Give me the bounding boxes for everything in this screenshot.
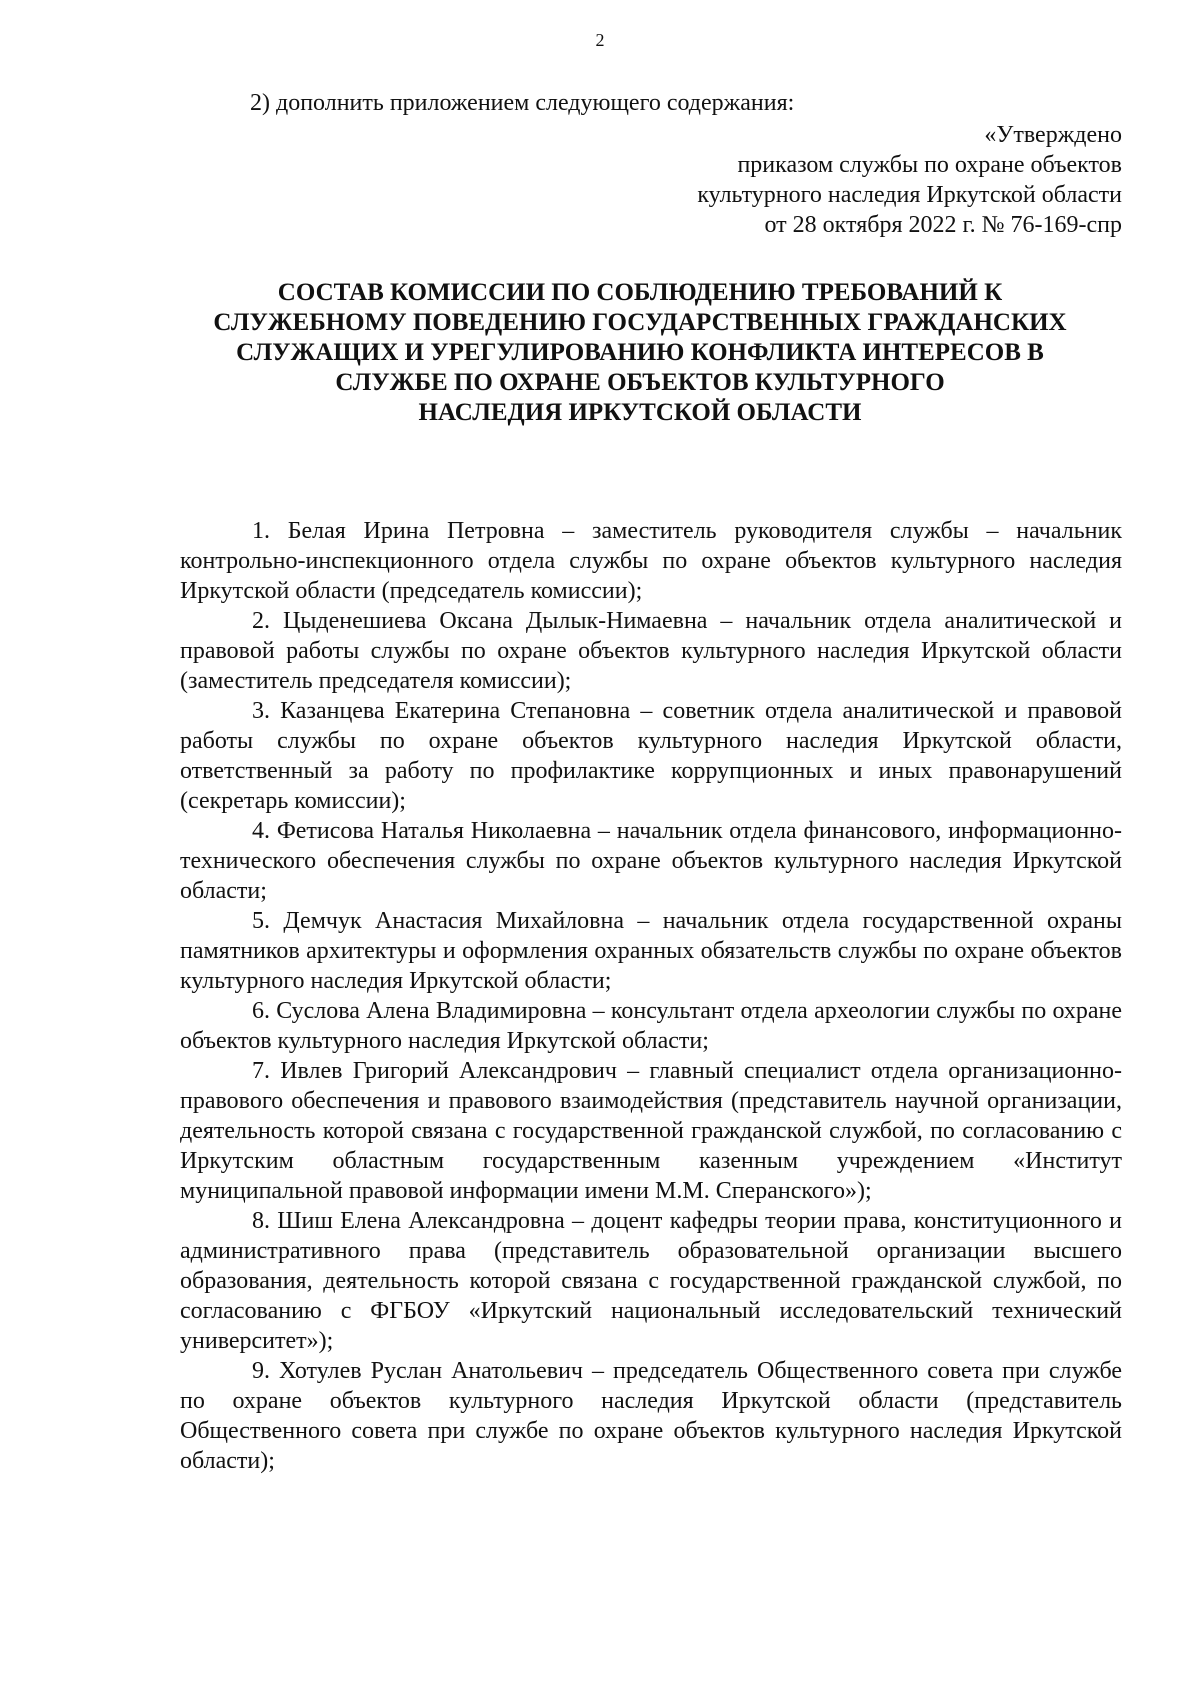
member-item: 4. Фетисова Наталья Николаевна – начальник отдела финансового, информационно-технического обеспечения службы по охране объектов культурного наследия Иркутской области; <box>180 818 1122 904</box>
intro-paragraph: 2) дополнить приложением следующего содержания: <box>250 90 795 116</box>
document-title <box>160 278 1120 428</box>
member-item: 6. Суслова Алена Владимировна – консультант отдела археологии службы по охране объектов культурного наследия Иркутской области; <box>180 998 1122 1054</box>
title-line: СЛУЖЕБНОМУ ПОВЕДЕНИЮ ГОСУДАРСТВЕННЫХ ГРАЖДАНСКИХ <box>213 309 1067 336</box>
approval-line: приказом службы по охране объектов <box>737 152 1122 178</box>
title-line: СОСТАВ КОМИССИИ ПО СОБЛЮДЕНИЮ ТРЕБОВАНИЙ К <box>277 279 1003 306</box>
title-line: НАСЛЕДИЯ ИРКУТСКОЙ ОБЛАСТИ <box>418 399 862 426</box>
member-item: 9. Хотулев Руслан Анатольевич – председатель Общественного совета при службе по охране объектов культурного наследия Иркутской области (представитель Общественного совета при службе по охране объектов культурного наследия Иркутской области); <box>180 1358 1122 1474</box>
member-item: 1. Белая Ирина Петровна – заместитель руководителя службы – начальник контрольно-инспекционного отдела службы по охране объектов культурного наследия Иркутской области (председатель комиссии); <box>180 518 1122 604</box>
member-item: 5. Демчук Анастасия Михайловна – начальник отдела государственной охраны памятников архитектуры и оформления охранных обязательств службы по охране объектов культурного наследия Иркутской области; <box>180 908 1122 994</box>
member-item: 2. Цыденешиева Оксана Дылык-Нимаевна – начальник отдела аналитической и правовой работы службы по охране объектов культурного наследия Иркутской области (заместитель председателя комиссии); <box>180 608 1122 694</box>
title-line: СЛУЖАЩИХ И УРЕГУЛИРОВАНИЮ КОНФЛИКТА ИНТЕРЕСОВ В <box>236 339 1044 366</box>
member-item: 3. Казанцева Екатерина Степановна – советник отдела аналитической и правовой работы службы по охране объектов культурного наследия Иркутской области, ответственный за работу по профилактике коррупционных и иных правонарушений (секретарь комиссии); <box>180 698 1122 814</box>
title-line: СЛУЖБЕ ПО ОХРАНЕ ОБЪЕКТОВ КУЛЬТУРНОГО <box>335 369 945 396</box>
commission-members-list <box>180 516 1122 1476</box>
member-item: 8. Шиш Елена Александровна – доцент кафедры теории права, конституционного и административного права (представитель образовательной организации высшего образования, деятельность которой связана с государственной гражданской службой, по согласованию с ФГБОУ «Иркутский национальный исследовательский технический университет»); <box>180 1208 1122 1354</box>
approval-line: «Утверждено <box>984 122 1122 148</box>
member-item: 7. Ивлев Григорий Александрович – главный специалист отдела организационно-правового обеспечения и правового взаимодействия (представитель научной организации, деятельность которой связана с государственной гражданской службой, по согласованию с Иркутским областным государственным казенным учреждением «Институт муниципальной правовой информации имени М.М. Сперанского»); <box>180 1058 1122 1204</box>
approval-block <box>697 120 1122 240</box>
approval-line: культурного наследия Иркутской области <box>697 182 1122 208</box>
page-number: 2 <box>595 30 605 50</box>
approval-line: от 28 октября 2022 г. № 76-169-спр <box>764 212 1122 238</box>
